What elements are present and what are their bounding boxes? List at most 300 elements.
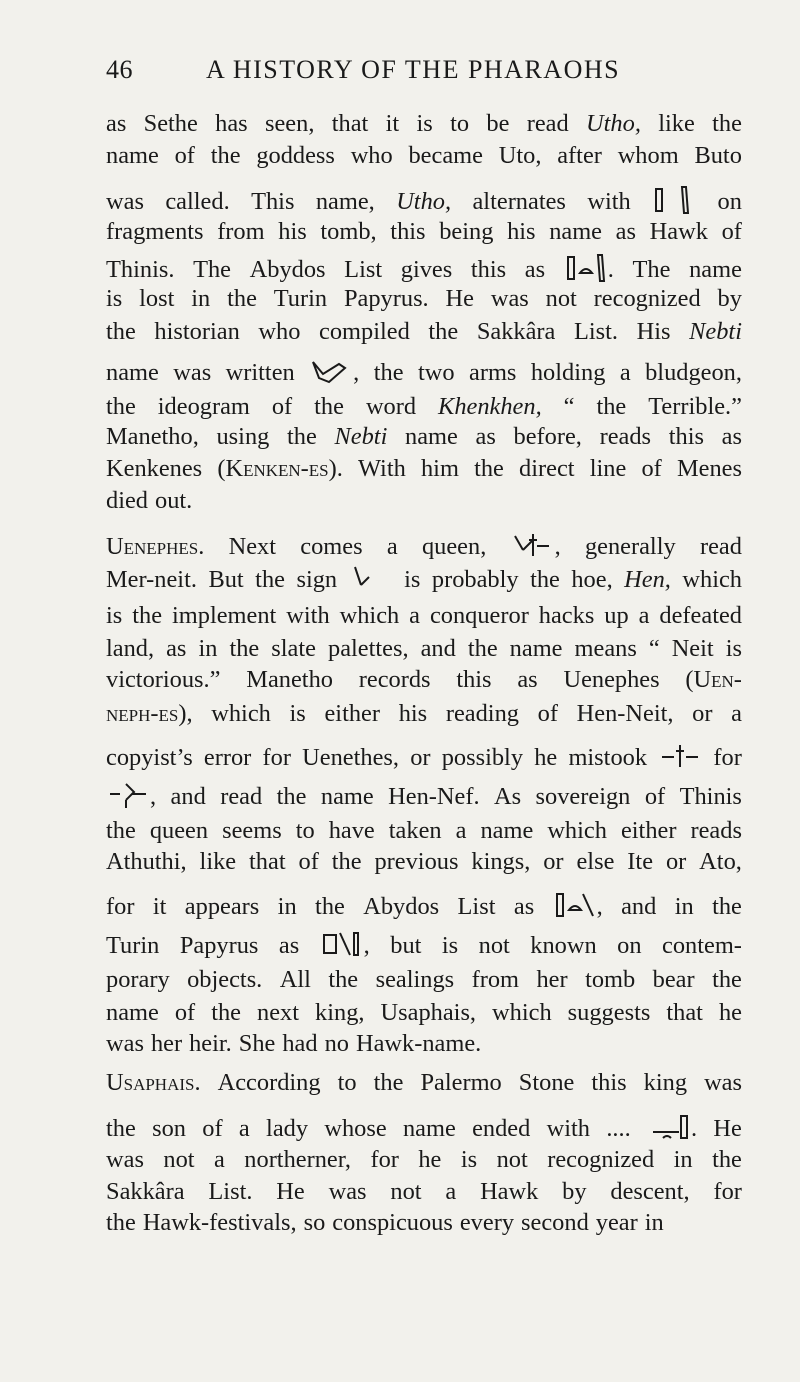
word: it (152, 893, 167, 920)
word: Hen-Neit, (576, 700, 674, 727)
word: is (289, 700, 306, 727)
word: As (494, 783, 522, 810)
word: hacks (538, 602, 595, 629)
word: conqueror (429, 602, 529, 629)
word: of (537, 700, 558, 727)
text-line (106, 780, 742, 810)
word: (Kenken-es). (217, 455, 343, 482)
word: is (460, 1146, 478, 1173)
word: Papyrus (179, 932, 259, 959)
word: in (673, 1146, 693, 1173)
word: to (295, 817, 315, 844)
word: of (174, 999, 196, 1026)
word: the (229, 635, 260, 662)
word: reading (445, 700, 519, 727)
word: he (718, 999, 742, 1026)
word: else (576, 848, 615, 875)
word: two (417, 359, 455, 386)
word: died (106, 487, 148, 514)
text-line (106, 890, 742, 920)
text-line (106, 220, 742, 244)
word: is (416, 110, 433, 137)
word: name (402, 1115, 456, 1142)
word: Papyrus. (343, 285, 429, 312)
word: the (530, 566, 560, 593)
text-line (106, 320, 742, 344)
word: for (370, 1146, 399, 1173)
hieroglyph (349, 563, 393, 593)
word: Uenephes (563, 666, 660, 693)
word: hoe, (571, 566, 613, 593)
text-line (106, 489, 742, 513)
word: goddess (256, 142, 335, 169)
word: Usaphais, (380, 999, 477, 1026)
word: but (390, 932, 422, 959)
word: Utho, (396, 188, 452, 215)
word: compiled (319, 318, 410, 345)
word: a (638, 602, 650, 629)
word: kings, (471, 848, 531, 875)
text-line (106, 425, 742, 449)
word: the (712, 893, 742, 920)
word: generally (584, 533, 676, 560)
word: the (474, 455, 504, 482)
word: Terrible.” (648, 393, 742, 420)
text-line (106, 1032, 742, 1056)
word: was (490, 285, 529, 312)
word: historian (154, 318, 240, 345)
word: not (478, 932, 510, 959)
word: the (712, 966, 742, 993)
word: with (587, 188, 631, 215)
word: have (328, 817, 375, 844)
word: He (445, 285, 474, 312)
word: this (470, 256, 507, 283)
word: gives (400, 256, 453, 283)
word: that (666, 999, 703, 1026)
word: descent, (610, 1178, 690, 1205)
word: which (211, 700, 271, 727)
word: name (320, 783, 374, 810)
word: He (276, 1178, 305, 1205)
word: was (106, 188, 144, 215)
word: of (271, 393, 293, 420)
word: to (337, 1069, 357, 1096)
word: as (106, 110, 127, 137)
text-line (106, 1112, 742, 1142)
word: for (262, 744, 291, 771)
word: his (507, 218, 536, 245)
word: son (152, 1115, 186, 1142)
word: in (674, 893, 694, 920)
text-line (106, 1001, 742, 1025)
word: His (636, 318, 671, 345)
hieroglyph-icon (564, 253, 608, 283)
word: (Uen- (685, 666, 742, 693)
word: a (238, 1115, 250, 1142)
word: that (249, 848, 286, 875)
hieroglyph: . (647, 1112, 697, 1142)
text-line (106, 563, 742, 593)
word: Menes (676, 455, 742, 482)
word: is (106, 602, 123, 629)
word: either (324, 700, 381, 727)
text-line (106, 968, 742, 992)
word: probably (431, 566, 519, 593)
hieroglyph: . (564, 253, 614, 283)
word: was (106, 1030, 144, 1057)
word: a (409, 602, 420, 629)
word: “ (648, 635, 660, 662)
word: the (106, 318, 136, 345)
word: the (106, 393, 136, 420)
word: queen (149, 817, 209, 844)
word: name (480, 817, 534, 844)
word: being (439, 218, 494, 245)
word: Nebti (334, 423, 388, 450)
word: which (682, 566, 742, 593)
word: known (530, 932, 597, 959)
word: word (365, 393, 417, 420)
word: the (712, 110, 742, 137)
word: who (350, 142, 393, 169)
word: With (358, 455, 406, 482)
hieroglyph-icon (553, 890, 597, 920)
word: .... (606, 1115, 631, 1142)
word: suggests (567, 999, 651, 1026)
word: of (174, 142, 195, 169)
word: defeated (659, 602, 742, 629)
text-line (106, 702, 742, 726)
word: Usaphais. (106, 1069, 201, 1096)
word: was (328, 1178, 367, 1205)
word: after (557, 142, 602, 169)
word: records (358, 666, 431, 693)
word: Hen-Nef. (388, 783, 480, 810)
word: her (150, 1030, 183, 1057)
word: The (193, 256, 231, 283)
word: the (428, 318, 459, 345)
word: Turin (106, 932, 160, 959)
text-line (106, 253, 742, 283)
word: or (692, 700, 713, 727)
word: recognized (547, 1146, 655, 1173)
word: is (106, 285, 123, 312)
word: fragments (106, 218, 204, 245)
word: ideogram (157, 393, 250, 420)
word: and (420, 635, 456, 662)
word: called. (165, 188, 230, 215)
word: of (644, 783, 666, 810)
word: sovereign (535, 783, 631, 810)
word: written (225, 359, 295, 386)
word: or (665, 848, 687, 875)
hieroglyph-icon (658, 741, 702, 771)
word: Uenethes, (302, 744, 399, 771)
text-line (106, 395, 742, 419)
word: as (278, 932, 300, 959)
word: the (210, 142, 241, 169)
word: sealings (375, 966, 455, 993)
word: Athuthi, (106, 848, 187, 875)
word: using (216, 423, 270, 450)
text-line (106, 144, 742, 168)
word: tomb, (320, 218, 377, 245)
word: Ato, (699, 848, 742, 875)
word: whom (617, 142, 679, 169)
word: name (689, 256, 742, 283)
word: is (725, 635, 742, 662)
word: this (390, 218, 426, 245)
word: But (208, 566, 244, 593)
word: recognized (593, 285, 701, 312)
word: the (227, 285, 257, 312)
word: appears (184, 893, 260, 920)
word: was (173, 359, 212, 386)
word: be (486, 110, 510, 137)
word: He (713, 1115, 742, 1142)
word: in (191, 285, 211, 312)
word: Thinis. (106, 256, 175, 283)
word: Nebti (689, 318, 742, 345)
word: her (536, 966, 568, 993)
word: name (549, 218, 603, 245)
word: which (339, 602, 400, 629)
word: porary (106, 966, 170, 993)
word: conspicuous (332, 1209, 453, 1236)
word: She (238, 1030, 276, 1057)
word: like (658, 110, 695, 137)
word: bear (652, 966, 695, 993)
word: was (704, 1069, 742, 1096)
word: the (373, 1069, 404, 1096)
word: in (277, 893, 297, 920)
word: king, (315, 999, 365, 1026)
text-line (106, 1071, 742, 1095)
hieroglyph-icon (652, 185, 696, 215)
word: it (385, 110, 400, 137)
word: like (199, 848, 237, 875)
word: Stone (518, 1069, 575, 1096)
word: Hawk-name. (355, 1030, 482, 1057)
word: Sakkâra (106, 1178, 185, 1205)
word: by (717, 285, 742, 312)
word: became (408, 142, 483, 169)
word: read (526, 110, 569, 137)
word: land, (106, 635, 155, 662)
word: Sakkâra (476, 318, 556, 345)
word: tomb (585, 966, 636, 993)
word: the (315, 893, 345, 920)
hieroglyph-icon (511, 530, 555, 560)
word: palettes, (328, 635, 409, 662)
word: the (287, 423, 317, 450)
hieroglyph (652, 185, 696, 215)
word: the (596, 393, 627, 420)
word: the (712, 1146, 742, 1173)
word: Hawk (649, 218, 708, 245)
word: next (257, 999, 300, 1026)
word: he (418, 1146, 442, 1173)
word: before, (513, 423, 582, 450)
word: Sethe (143, 110, 198, 137)
word: List (344, 256, 383, 283)
word: for (106, 893, 135, 920)
word: contem- (662, 932, 742, 959)
word: The (632, 256, 671, 283)
word: the (106, 1115, 136, 1142)
text-line (106, 287, 742, 311)
word: Uenephes. (106, 533, 205, 560)
word: on (617, 932, 642, 959)
word: for (713, 1178, 742, 1205)
text-line (106, 112, 742, 136)
word: means (574, 635, 637, 662)
word: ended (472, 1115, 531, 1142)
word: by (562, 1178, 587, 1205)
word: this (668, 423, 704, 450)
word: name (106, 999, 159, 1026)
word: king (643, 1069, 688, 1096)
hieroglyph: , (553, 890, 603, 920)
word: had (282, 1030, 318, 1057)
word: a (455, 817, 467, 844)
word: northerner, (244, 1146, 351, 1173)
hieroglyph: , (320, 929, 370, 959)
word: This (251, 188, 295, 215)
word: seen, (264, 110, 315, 137)
text-line (106, 1180, 742, 1204)
word: as (475, 423, 496, 450)
hieroglyph (658, 741, 702, 771)
word: Abydos (249, 256, 326, 283)
word: arms (469, 359, 517, 386)
word: second (521, 1209, 589, 1236)
text-line (106, 1148, 742, 1172)
word: Hawk (480, 1178, 539, 1205)
word: with (546, 1115, 591, 1142)
word: which (547, 817, 607, 844)
word: reads (690, 817, 742, 844)
word: not (496, 1146, 528, 1173)
text-line (106, 741, 742, 771)
word: read (220, 783, 263, 810)
word: the (211, 999, 241, 1026)
word: the (255, 566, 285, 593)
word: lady (266, 1115, 309, 1142)
word: Manetho, (106, 423, 199, 450)
word: in (198, 635, 218, 662)
word: Hen, (624, 566, 671, 593)
word: or (543, 848, 564, 875)
word: name (509, 635, 563, 662)
word: victorious.” (106, 666, 221, 693)
text-line (106, 819, 742, 843)
word: name, (315, 188, 375, 215)
word: a (445, 1178, 457, 1205)
word: or (410, 744, 431, 771)
word: of (721, 218, 742, 245)
word: a (214, 1146, 225, 1173)
word: Neit (671, 635, 714, 662)
word: Hawk-festivals, (142, 1209, 297, 1236)
word: for (713, 744, 742, 771)
word: lost (139, 285, 175, 312)
word: holding (530, 359, 606, 386)
word: with (286, 602, 330, 629)
word: error (203, 744, 252, 771)
running-head: A HISTORY OF THE PHARAOHS (206, 55, 621, 84)
text-line (106, 604, 742, 628)
word: neph-es), (106, 700, 193, 727)
word: mistook (568, 744, 648, 771)
word: as (513, 893, 535, 920)
hieroglyph-icon (309, 356, 353, 386)
word: the (331, 848, 362, 875)
text-line (106, 929, 742, 959)
word: direct (519, 455, 575, 482)
text-line (106, 850, 742, 874)
word: implement (172, 602, 277, 629)
word: was (106, 1146, 144, 1173)
word: objects. (187, 966, 263, 993)
text-line (106, 457, 742, 481)
word: the (467, 635, 498, 662)
word: comes (300, 533, 363, 560)
word: from (217, 218, 265, 245)
word: from (471, 966, 520, 993)
word: either (620, 817, 677, 844)
hieroglyph-icon (349, 563, 393, 593)
hieroglyph-icon (320, 929, 364, 959)
word: has (215, 110, 248, 137)
hieroglyph: , (511, 530, 561, 560)
word: the (106, 817, 136, 844)
word: a (386, 533, 398, 560)
page-number: 46 (106, 55, 133, 84)
word: Next (228, 533, 277, 560)
word: Abydos (363, 893, 440, 920)
word: and (621, 893, 657, 920)
word: slate (271, 635, 316, 662)
page-header (106, 55, 746, 95)
word: previous (374, 848, 459, 875)
word: not (390, 1178, 422, 1205)
word: possibly (441, 744, 524, 771)
word: which (492, 999, 552, 1026)
word: as (517, 666, 538, 693)
word: the (132, 602, 163, 629)
word: According (217, 1069, 321, 1096)
word: sign (296, 566, 338, 593)
word: copyist’s (106, 744, 193, 771)
word: List (457, 893, 496, 920)
word: name (106, 359, 159, 386)
word: All (279, 966, 311, 993)
word: read (699, 533, 742, 560)
text-line (106, 530, 742, 560)
word: of (202, 1115, 223, 1142)
word: List. (573, 318, 619, 345)
word: Thinis (679, 783, 742, 810)
word: Khenkhen, (438, 393, 542, 420)
word: as (524, 256, 546, 283)
word: alternates (472, 188, 566, 215)
word: Palermo (420, 1069, 502, 1096)
word: as (721, 423, 742, 450)
text-line (106, 185, 742, 215)
word: line (589, 455, 627, 482)
